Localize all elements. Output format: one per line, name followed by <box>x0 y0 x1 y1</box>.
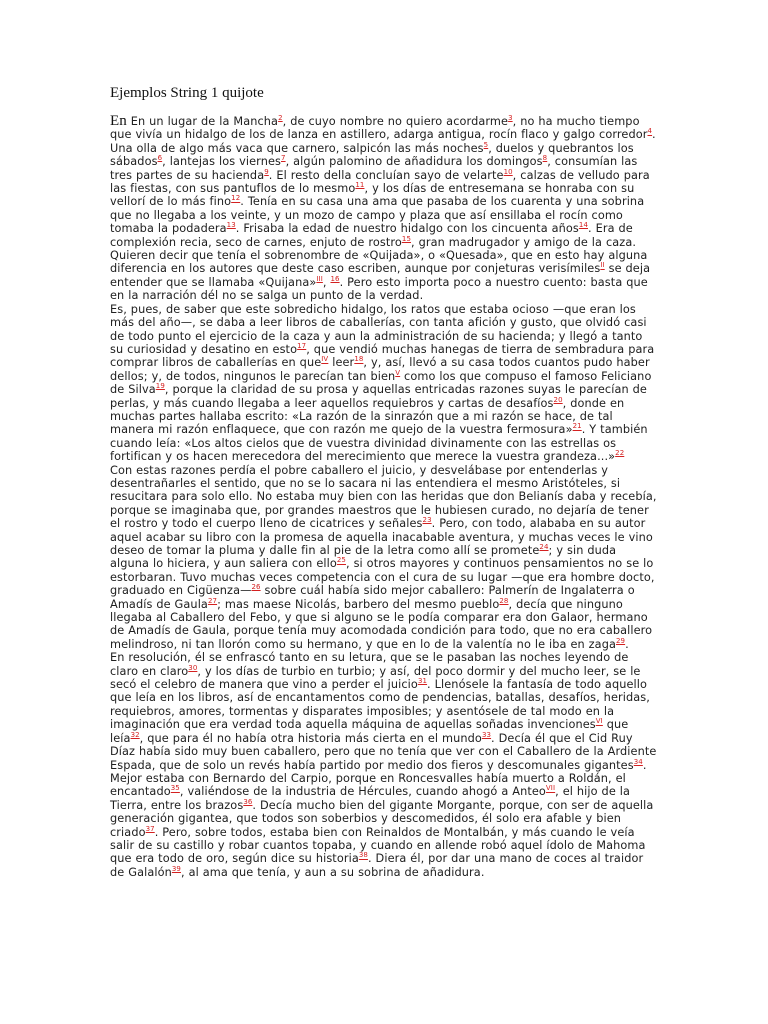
footnote-link[interactable]: 4 <box>647 127 653 136</box>
footnote-link[interactable]: 27 <box>207 596 218 605</box>
document-title: Ejemplos String 1 quijote <box>110 85 264 101</box>
footnote-link[interactable]: 9 <box>264 167 269 176</box>
footnote-link[interactable]: 7 <box>281 154 286 163</box>
footnote-link[interactable]: IV <box>321 355 329 364</box>
footnote-link[interactable]: 29 <box>616 637 626 646</box>
footnote-link[interactable]: 14 <box>578 221 588 230</box>
paragraph: Es, pues, de saber que este sobredicho hidalgo, los ratos que estaba ocioso —que eran los más del año—, se daba a leer libros de caballerías, con tanta afición y gusto, que olvidó casi de todo punto el ejercicio de la caza y aun la administración de su hacienda; y llegó a tanto su curiosidad y desatino en esto$^{17}$, que vendió muchas hanegas de tierra de sembradura para comprar libros de caballerías en que$^{IV}$ leer$^{18}$, y, así, llevó a su casa todos cuantos pudo haber dellos; y, de todos, ningunos le parecían tan bien$^V$ como los que compuso el famoso Feliciano de Silva$^{19}$, porque la claridad de su prosa y aquellas entricadas razones suyas le parecían de perlas, y más cuando llegaba a leer aquellos requiebros y cartas de desafíos$^{20}$, donde en muchas partes hallaba escrito: «La razón de la sinrazón que a mi razón se hace, de tal manera mi razón enflaquece, que con razón me quejo de la vuestra fermosura»$^{21}$. Y también cuando leía: «Los altos cielos que de vuestra divinidad divinamente con las estrellas os fortifican y os hacen merecedora del merecimiento que merece la vuestra grandeza...»$^{22}$ <box>110 302 655 464</box>
footnote-link[interactable]: V <box>395 368 401 377</box>
footnote-link[interactable]: 37 <box>145 824 155 833</box>
footnote-link[interactable]: VII <box>545 784 556 793</box>
footnote-link[interactable]: 34 <box>633 757 643 766</box>
footnote-link[interactable]: 18 <box>354 355 364 364</box>
footnote-link[interactable]: 5 <box>483 141 489 150</box>
footnote-link[interactable]: 30 <box>188 663 198 672</box>
footnote-link[interactable]: II <box>600 261 605 270</box>
document-page <box>110 84 658 879</box>
footnote-link[interactable]: 23 <box>422 516 432 525</box>
footnote-link[interactable]: 16 <box>330 275 340 284</box>
paragraph: En resolución, él se enfrascó tanto en su letura, que se le pasaban las noches leyendo de claro en claro$^{30}$, y los días de turbio en turbio; y así, del poco dormir y del mucho leer, se le secó el celebro de manera que vino a perder el juicio$^{31}$. Llenósele la fantasía de todo aquello que leía en los libros, así de encantamentos como de pendencias, batallas, desafíos, heridas, requiebros, amores, tormentas y disparates imposibles; y asentósele de tal modo en la imaginación que era verdad toda aquella máquina de aquellas soñadas invenciones$^{VI}$ que leía$^{32}$, que para él no había otra historia más cierta en el mundo$^{33}$. Decía él que el Cid Ruy Díaz había sido muy buen caballero, pero que no tenía que ver con el Caballero de la Ardiente Espada, que de solo un revés había partido por medio dos fieros y descomunales gigantes$^{34}$. Mejor estaba con Bernardo del Carpio, porque en Roncesvalles había muerto a Roldán, el encantado$^{35}$, valiéndose de la industria de Hércules, cuando ahogó a Anteo$^{VII}$, el hijo de la Tierra, entre los brazos$^{36}$. Decía mucho bien del gigante Morgante, porque, con ser de aquella generación gigantea, que todos son soberbios y descomedidos, él solo era afable y bien criado$^{37}$. Pero, sobre todos, estaba bien con Reinaldos de Montalbán, y más cuando le veía salir de su castillo y robar cuantos topaba, y cuando en allende robó aquel ídolo de Mahoma que era todo de oro, según dice su historia$^{38}$. Diera él, por dar una mano de coces al traidor de Galalón$^{39}$, al ama que tenía, y aun a su sobrina de añadidura. <box>110 651 657 879</box>
paragraph: En En un lugar de la Mancha$^2$, de cuyo nombre no quiero acordarme$^3$, no ha mucho tiempo que vivía un hidalgo de los de lanza en astillero, adarga antigua, rocín flaco y galgo corredor$^4$. Una olla de algo más vaca que carnero, salpicón las más noches$^5$, duelos y quebrantos los sábados$^6$, lantejas los viernes$^7$, algún palomino de añadidura los domingos$^8$, consumían las tres partes de su hacienda$^9$. El resto della concluían sayo de velarte$^{10}$, calzas de velludo para las fiestas, con sus pantuflos de lo mesmo$^{11}$, y los días de entresemana se honraba con su vellorí de lo más fino$^{12}$. Tenía en su casa una ama que pasaba de los cuarenta y una sobrina que no llegaba a los veinte, y un mozo de campo y plaza que así ensillaba el rocín como tomaba la podadera$^{13}$. Frisaba la edad de nuestro hidalgo con los cincuenta años$^{14}$. Era de complexión recia, seco de carnes, enjuto de rostro$^{15}$, gran madrugador y amigo de la caza. Quieren decir que tenía el sobrenombre de «Quijada», o «Quesada», que en esto hay alguna diferencia en los autores que deste caso escriben, aunque por conjeturas verisímiles$^{II}$ se deja entender que se llamaba «Quijana»$^{III}$, $^{16}$. Pero esto importa poco a nuestro cuento: basta que en la narración dél no se salga un punto de la verdad. <box>110 113 656 303</box>
footnote-link[interactable]: 22 <box>615 449 625 458</box>
footnote-link[interactable]: 28 <box>499 596 509 605</box>
footnote-link[interactable]: 31 <box>417 677 428 686</box>
paragraph: Con estas razones perdía el pobre caballero el juicio, y desvelábase por entenderlas y desentrañarles el sentido, que no se lo sacara ni las entendiera el mesmo Aristóteles, si resucitara para solo ello. No estaba muy bien con las heridas que don Belianís daba y recebía, porque se imaginaba que, por grandes maestros que le hubiesen curado, no dejaría de tener el rostro y todo el cuerpo lleno de cicatrices y señales$^{23}$. Pero, con todo, alababa en su autor aquel acabar su libro con la promesa de aquella inacabable aventura, y muchas veces le vino deseo de tomar la pluma y dalle fin al pie de la letra como allí se promete$^{24}$; y sin duda alguna lo hiciera, y aun saliera con ello$^{25}$, si otros mayores y continuos pensamientos no se lo estorbaran. Tuvo muchas veces competencia con el cura de su lugar —que era hombre docto, graduado en Cigüenza—$^{26}$ sobre cuál había sido mejor caballero: Palmerín de Ingalaterra o Amadís de Gaula$^{27}$; mas maese Nicolás, barbero del mesmo pueblo$^{28}$, decía que ninguno llegaba al Caballero del Febo, y que si alguno se le podía comparar era don Galaor, hermano de Amadís de Gaula, porque tenía muy acomodada condición para todo, que no era caballero melindroso, ni tan llorón como su hermano, y que en lo de la valentía no le iba en zaga$^{29}$. <box>110 463 657 651</box>
footnote-link[interactable]: 6 <box>157 154 163 163</box>
footnote-link[interactable]: 12 <box>231 194 241 203</box>
footnote-link[interactable]: 13 <box>226 221 236 230</box>
footnote-link[interactable]: 36 <box>243 797 253 806</box>
footnote-link[interactable]: 38 <box>358 851 368 860</box>
footnote-link[interactable]: 33 <box>481 730 492 739</box>
footnote-link[interactable]: 11 <box>355 181 365 190</box>
footnote-link[interactable]: 19 <box>155 382 165 391</box>
footnote-link[interactable]: 25 <box>336 556 346 565</box>
document-body <box>110 115 658 879</box>
footnote-link[interactable]: 39 <box>171 864 181 873</box>
footnote-link[interactable]: III <box>316 275 323 284</box>
footnote-link[interactable]: 26 <box>251 583 261 592</box>
footnote-link[interactable]: 32 <box>130 730 140 739</box>
first-word: En <box>110 113 127 129</box>
footnote-link[interactable]: 3 <box>508 114 513 123</box>
footnote-link[interactable]: 8 <box>542 154 548 163</box>
footnote-link[interactable]: 10 <box>503 167 513 176</box>
footnote-link[interactable]: 2 <box>278 114 283 123</box>
footnote-link[interactable]: VI <box>595 717 603 726</box>
footnote-link[interactable]: 20 <box>553 395 563 404</box>
footnote-link[interactable]: 35 <box>170 784 180 793</box>
footnote-link[interactable]: 21 <box>572 422 582 431</box>
footnote-link[interactable]: 15 <box>401 234 411 243</box>
footnote-link[interactable]: 17 <box>297 342 307 351</box>
footnote-link[interactable]: 24 <box>539 543 549 552</box>
